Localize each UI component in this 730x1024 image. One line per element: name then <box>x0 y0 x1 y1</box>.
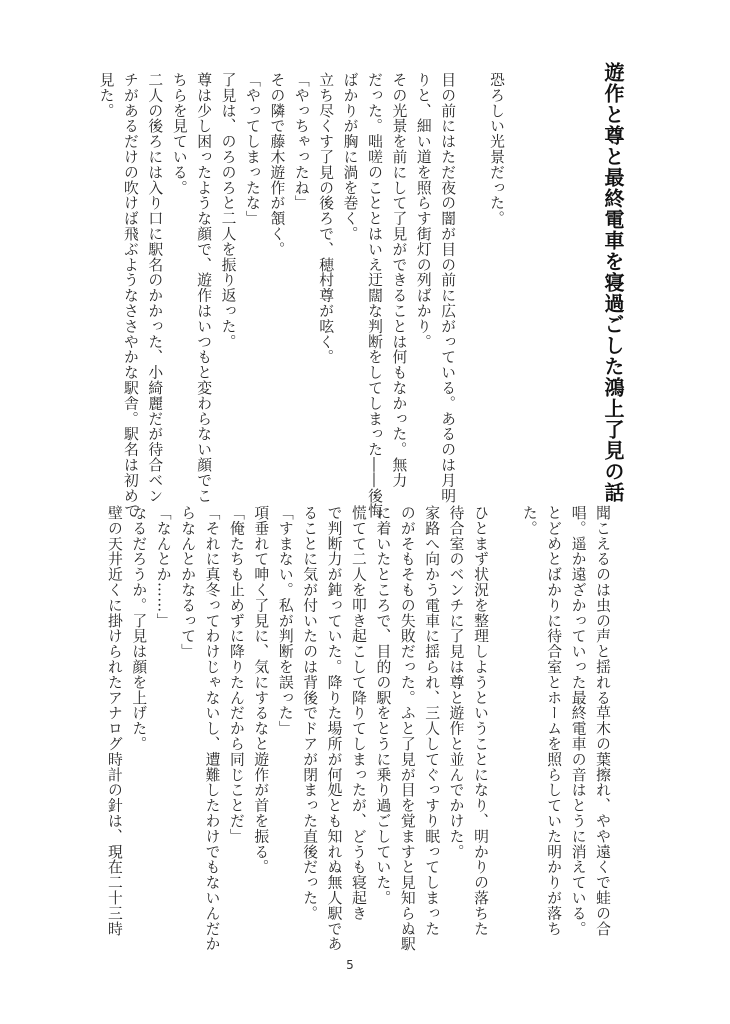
text-line: 「やってしまったな」 <box>243 72 261 226</box>
text-line: 「やっちゃったね」 <box>292 72 310 211</box>
text-line: 待合室のベンチに了見は尊と遊作と並んでかけた。 <box>447 505 465 860</box>
text-line: で判断力が鈍っていた。降りた場所が何処とも知れぬ無人駅であ <box>325 505 343 952</box>
text-line: らなんとかなるって」 <box>179 505 197 659</box>
page-number: 5 <box>346 958 354 972</box>
text-line: だった。咄嗟のこととはいえ迂闊な判断をしてしまった――後悔 <box>365 72 383 519</box>
text-line: その光景を前にして了見ができることは何もなかった。無力 <box>390 72 408 488</box>
text-line: ばかりが胸に渦を巻く。 <box>341 72 359 242</box>
text-line: チがあるだけの吹けば飛ぶようなささやかな駅舎。駅名は初めて <box>121 72 139 519</box>
text-line: とどめとばかりに待合室とホームを照らしていた明かりが落ち <box>545 505 563 937</box>
text-line: 唱。遥か遠ざかっていった最終電車の音はとうに消えている。 <box>569 505 587 937</box>
text-line: ひとまず状況を整理しようということになり、明かりの落ちた <box>471 505 489 937</box>
text-line <box>459 72 483 467</box>
text-line: 了見は、のろのろと二人を振り返った。 <box>219 72 237 350</box>
text-line: 目の前にはただ夜の闇が目の前に広がっている。あるのは月明 <box>439 72 457 504</box>
text-line: りと、細い道を照らす街灯の列ばかり。 <box>414 72 432 350</box>
chapter-title: 遊作と尊と最終電車を寝過ごした鴻上了見の話 <box>601 62 625 503</box>
text-line: ることに気が付いたのは背後でドアが閉まった直後だった。 <box>301 505 319 921</box>
lower-text-block <box>74 505 614 952</box>
text-line: なるだろうか。了見は顔を上げた。 <box>130 505 148 752</box>
upper-text-block <box>74 72 508 519</box>
text-line: 慌てて二人を叩き起こして降りてしまったが、どうも寝起き <box>349 505 367 921</box>
text-line: 見た。 <box>97 72 115 119</box>
text-line: 二人の後ろには入り口に駅名のかかった、小綺麗だが待合ベン <box>146 72 164 504</box>
text-line <box>492 505 516 945</box>
text-line: 家路へ向かう電車に揺られ、三人してぐっすり眠ってしまった <box>423 505 441 937</box>
text-line: 「俺たちも止めずに降りたんだから同じことだ」 <box>227 505 245 844</box>
text-line: のがそもそもの失敗だった。ふと了見が目を覚ますと見知らぬ駅 <box>398 505 416 952</box>
text-line: 恐ろしい光景だった。 <box>488 72 505 226</box>
text-line: ちらを見ている。 <box>170 72 188 196</box>
text-line: 立ち尽くす了見の後ろで、穂村尊が呟く。 <box>317 72 335 365</box>
text-line: 「それに真冬ってわけじゃないし、遭難したわけでもないんだか <box>203 505 221 952</box>
text-line: に着いたところで、目的の駅をとうに乗り過ごしていた。 <box>374 505 392 906</box>
text-line: 項垂れて呻く了見に、気にするなと遊作が首を振る。 <box>252 505 270 875</box>
text-line: た。 <box>520 505 538 536</box>
text-line: その隣で藤木遊作が頷く。 <box>268 72 286 257</box>
text-line: 壁の天井近くに掛けられたアナログ時計の針は、現在二十三時 <box>105 505 123 937</box>
text-line: 「すまない。私が判断を誤った」 <box>276 505 294 736</box>
text-line: 聞こえるのは虫の声と揺れる草木の葉擦れ、やや遠くで蛙の合 <box>594 505 611 937</box>
text-line: 尊は少し困ったような顔で、遊作はいつもと変わらない顔でこ <box>195 72 213 504</box>
text-line: 「なんとか……」 <box>154 505 172 629</box>
